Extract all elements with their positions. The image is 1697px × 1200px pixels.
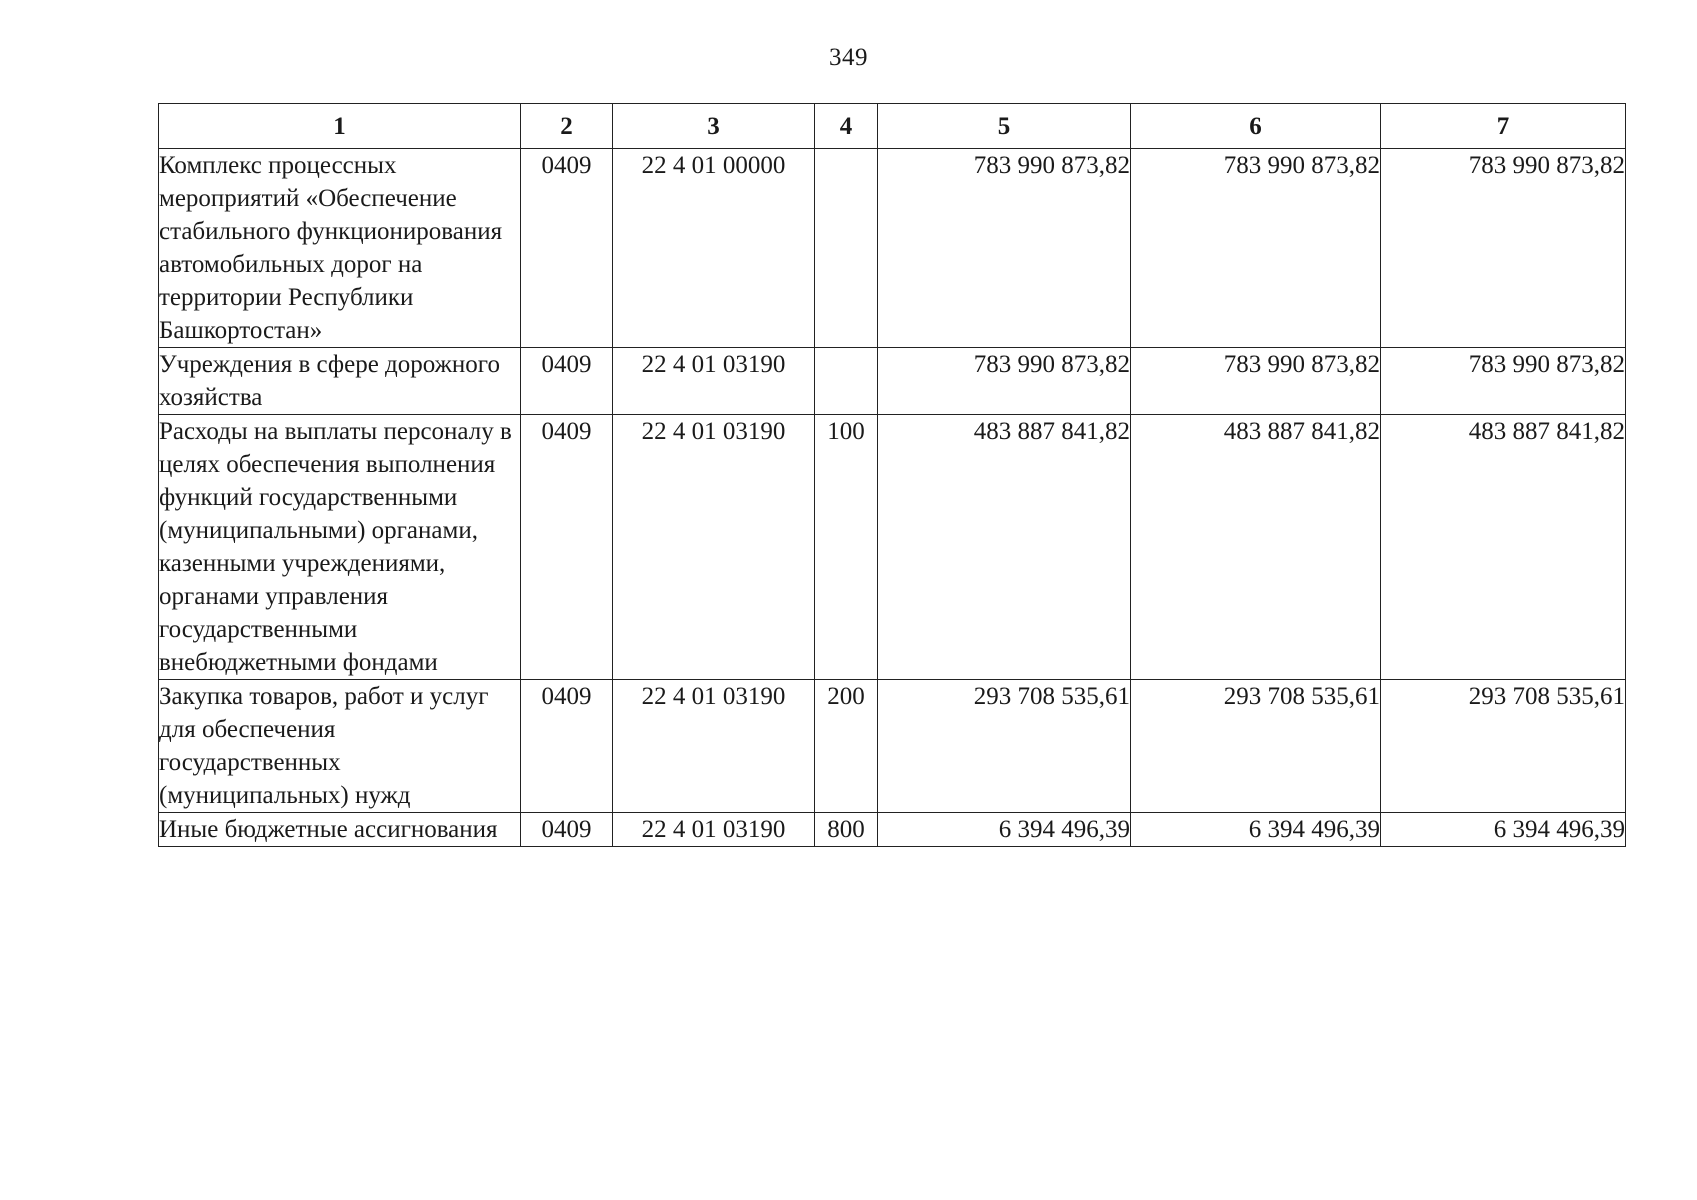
section-code: 0409 (521, 149, 613, 348)
amount-col-5: 483 887 841,82 (878, 415, 1131, 680)
amount-col-6: 783 990 873,82 (1131, 348, 1381, 415)
column-header: 1 (159, 104, 521, 149)
column-header: 4 (815, 104, 878, 149)
table-row (159, 680, 1626, 813)
table-row (159, 813, 1626, 847)
expense-type (815, 348, 878, 415)
row-name: Комплекс процессных мероприятий «Обеспечение стабильного функционирования автомобильных дорог на территории Республики Башкортостан» (159, 149, 521, 348)
column-header: 3 (613, 104, 815, 149)
section-code: 0409 (521, 348, 613, 415)
amount-col-5: 6 394 496,39 (878, 813, 1131, 847)
header-row (159, 104, 1626, 149)
section-code: 0409 (521, 415, 613, 680)
amount-col-7: 6 394 496,39 (1381, 813, 1626, 847)
target-article: 22 4 01 03190 (613, 680, 815, 813)
amount-col-7: 483 887 841,82 (1381, 415, 1626, 680)
column-header: 5 (878, 104, 1131, 149)
target-article: 22 4 01 03190 (613, 415, 815, 680)
amount-col-5: 783 990 873,82 (878, 149, 1131, 348)
amount-col-5: 783 990 873,82 (878, 348, 1131, 415)
amount-col-7: 783 990 873,82 (1381, 348, 1626, 415)
row-name: Учреждения в сфере дорожного хозяйства (159, 348, 521, 415)
amount-col-6: 293 708 535,61 (1131, 680, 1381, 813)
target-article: 22 4 01 03190 (613, 813, 815, 847)
amount-col-6: 6 394 496,39 (1131, 813, 1381, 847)
row-name: Расходы на выплаты персоналу в целях обеспечения выполнения функций государственными (муниципальными) органами, казенными учреждениями, органами управления государственными внебюджетными фондами (159, 415, 521, 680)
expense-type (815, 149, 878, 348)
amount-col-6: 483 887 841,82 (1131, 415, 1381, 680)
section-code: 0409 (521, 680, 613, 813)
table-row (159, 348, 1626, 415)
column-header: 6 (1131, 104, 1381, 149)
column-header: 2 (521, 104, 613, 149)
target-article: 22 4 01 00000 (613, 149, 815, 348)
amount-col-7: 783 990 873,82 (1381, 149, 1626, 348)
expense-type: 100 (815, 415, 878, 680)
expense-type: 800 (815, 813, 878, 847)
target-article: 22 4 01 03190 (613, 348, 815, 415)
amount-col-5: 293 708 535,61 (878, 680, 1131, 813)
row-name: Иные бюджетные ассигнования (159, 813, 521, 847)
column-header: 7 (1381, 104, 1626, 149)
table-row (159, 415, 1626, 680)
section-code: 0409 (521, 813, 613, 847)
row-name: Закупка товаров, работ и услуг для обеспечения государственных (муниципальных) нужд (159, 680, 521, 813)
page-number: 349 (829, 44, 868, 71)
expense-type: 200 (815, 680, 878, 813)
table-row (159, 149, 1626, 348)
budget-table (158, 103, 1626, 847)
amount-col-7: 293 708 535,61 (1381, 680, 1626, 813)
amount-col-6: 783 990 873,82 (1131, 149, 1381, 348)
